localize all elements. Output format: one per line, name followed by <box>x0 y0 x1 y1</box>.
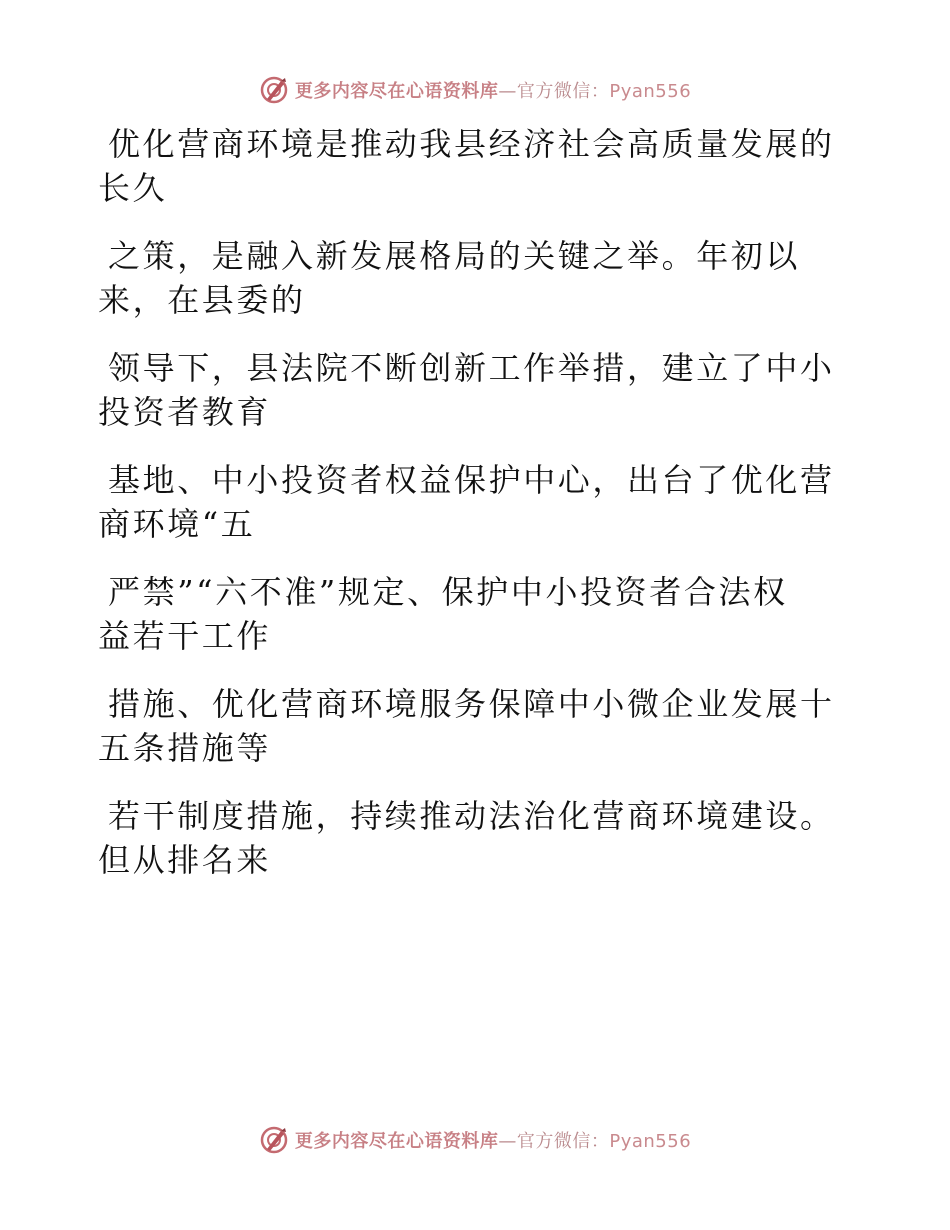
paragraph-7 <box>98 794 838 882</box>
paragraph-line: 商环境“五 <box>98 505 256 543</box>
paragraph-line: 基地、中小投资者权益保护中心，出台了优化营 <box>108 461 835 499</box>
paragraph-line: 之策，是融入新发展格局的关键之举。年初以 <box>108 237 801 275</box>
paragraph-6 <box>98 682 838 770</box>
paragraph-line: 来，在县委的 <box>98 281 306 319</box>
paragraph-line: 投资者教育 <box>98 393 272 431</box>
header-watermark <box>0 70 950 110</box>
watermark-part1: 更多内容尽在心语资料库 <box>294 81 499 102</box>
watermark-part2: —官方微信： <box>498 1131 610 1152</box>
paragraph-line: 领导下，县法院不断创新工作举措，建立了中小 <box>108 349 835 387</box>
paragraph-line: 但从排名来 <box>98 841 272 879</box>
paragraph-line: 严禁”“六不准”规定、保护中小投资者合法权 <box>108 573 788 611</box>
document-body <box>98 122 838 906</box>
paragraph-4 <box>98 458 838 546</box>
watermark-text <box>295 1127 691 1153</box>
footer-watermark <box>0 1120 950 1160</box>
paragraph-line: 优化营商环境是推动我县经济社会高质量发展的 <box>108 125 835 163</box>
watermark-part3: Pyan556 <box>609 1131 692 1152</box>
pen-logo-icon <box>259 1125 289 1155</box>
pen-logo-icon <box>259 75 289 105</box>
watermark-text <box>295 77 691 103</box>
watermark-part3: Pyan556 <box>609 81 692 102</box>
paragraph-5 <box>98 570 838 658</box>
paragraph-3 <box>98 346 838 434</box>
watermark-part1: 更多内容尽在心语资料库 <box>294 1131 499 1152</box>
paragraph-line: 长久 <box>98 169 168 207</box>
paragraph-line: 措施、优化营商环境服务保障中小微企业发展十 <box>108 685 835 723</box>
paragraph-2 <box>98 234 838 322</box>
paragraph-line: 益若干工作 <box>98 617 272 655</box>
watermark-part2: —官方微信： <box>498 81 610 102</box>
paragraph-line: 五条措施等 <box>98 729 272 767</box>
paragraph-line: 若干制度措施，持续推动法治化营商环境建设。 <box>108 797 835 835</box>
paragraph-1 <box>98 122 838 210</box>
